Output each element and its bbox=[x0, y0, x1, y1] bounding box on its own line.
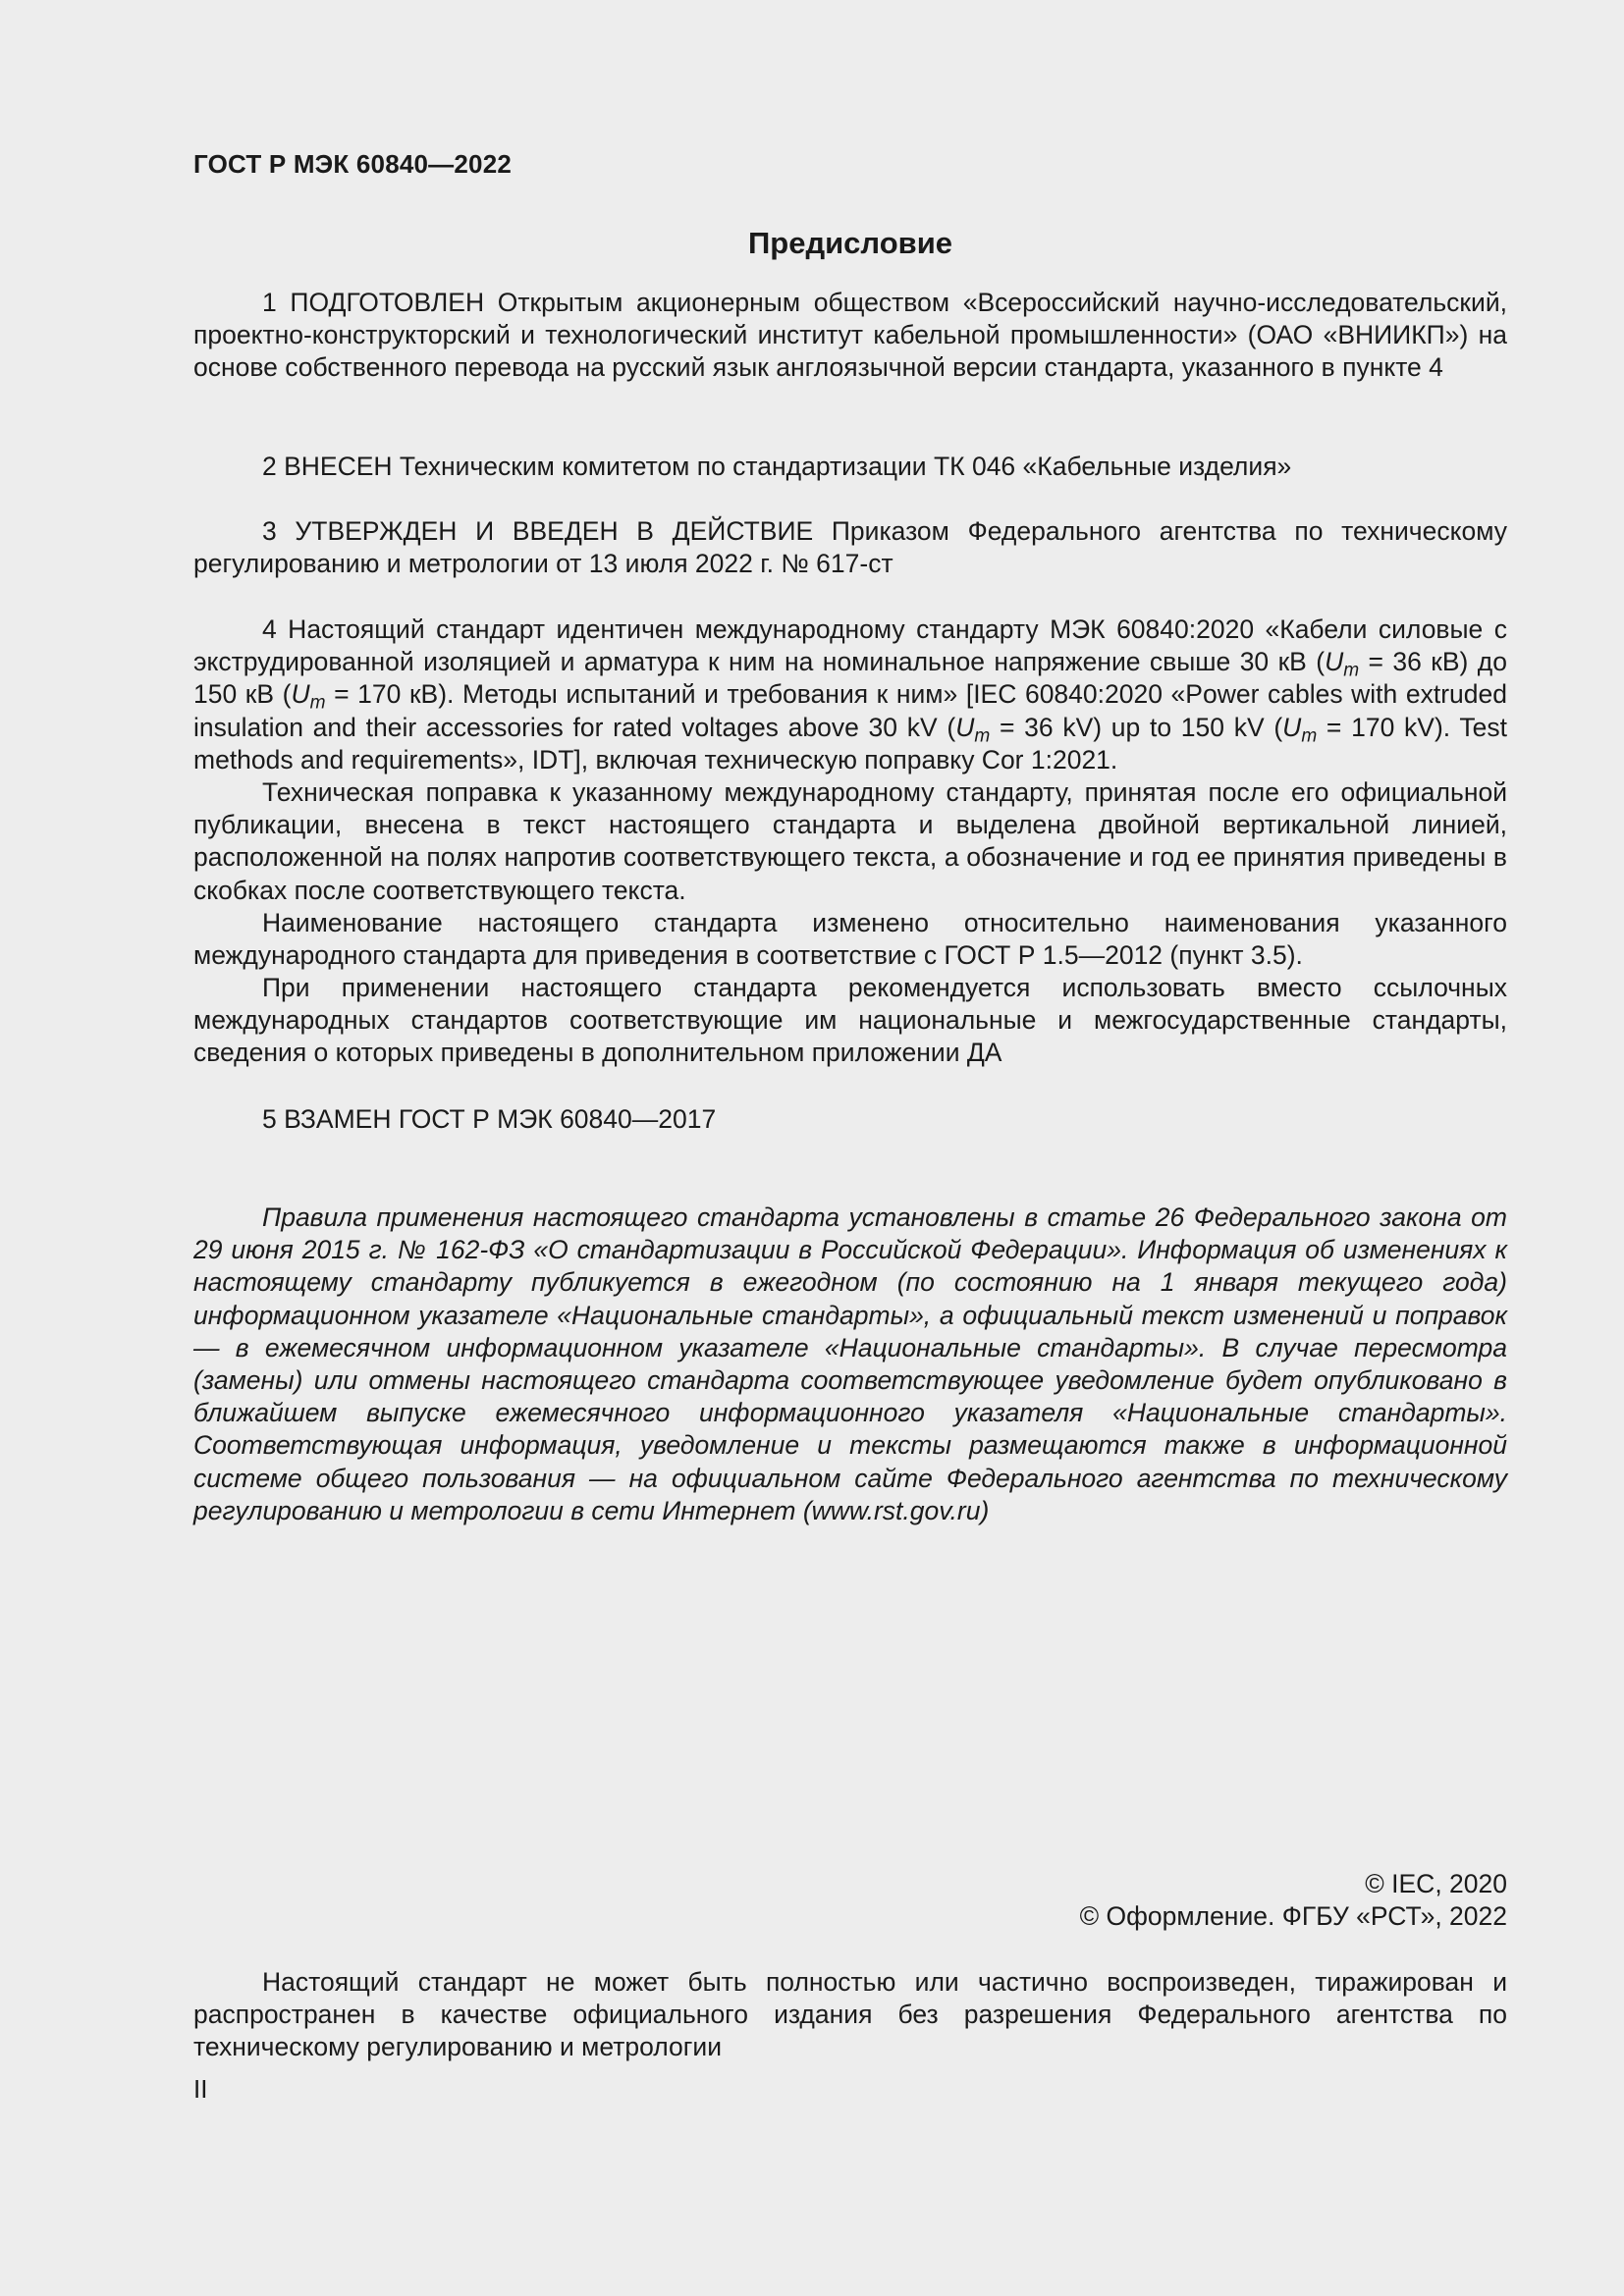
item-4-identity bbox=[193, 614, 1507, 776]
copyright-iec: © IEC, 2020 bbox=[1365, 1869, 1507, 1898]
item-2-submitted: 2 ВНЕСЕН Техническим комитетом по стандартизации ТК 046 «Кабельные изделия» bbox=[262, 452, 1292, 481]
um-symbol: U bbox=[1325, 647, 1344, 677]
um-subscript: m bbox=[1343, 660, 1360, 681]
um-symbol: U bbox=[955, 712, 975, 742]
item-4-text-b: = 36 кВ) до 150 кВ ( bbox=[193, 647, 1507, 710]
application-rules-note: Правила применения настоящего стандарта установлены в статье 26 Федерального закона от 29 июня 2015 г. № 162-ФЗ «О стандартизации в Российской Федерации». Информация об изменениях к настоящему стандарту публикуется в ежегодном (по состоянию на 1 января текущего года) информационном указателе «Национальные стандарты», а официальный текст изменений и поправок — в ежемесячном информационном указателе «Национальные стандарты». В случае пересмотра (замены) или отмены настоящего стандарта соответствующее уведомление будет опубликовано в ближайшем выпуске ежемесячного информационного указателя «Национальные стандарты». Соответствующая информация, уведомление и тексты размещаются также в информационной системе общего пользования — на официальном сайте Федерального агентства по техническому регулированию и метрологии в сети Интернет (www.rst.gov.ru) bbox=[193, 1202, 1507, 1525]
um-subscript: m bbox=[974, 725, 991, 747]
reproduction-notice: Настоящий стандарт не может быть полностью или частично воспроизведен, тиражирован и распространен в качестве официального издания без разрешения Федерального агентства по техническому регулированию и метрологии bbox=[193, 1967, 1507, 2062]
um-symbol: U bbox=[291, 679, 310, 710]
item-4-text-d: = 36 kV) up to 150 kV ( bbox=[990, 712, 1283, 742]
page-title: Предисловие bbox=[747, 226, 952, 260]
page-number: II bbox=[193, 2074, 208, 2104]
copyright-design: © Оформление. ФГБУ «РСТ», 2022 bbox=[1079, 1901, 1507, 1931]
document-page bbox=[193, 0, 1507, 2296]
item-4-references-paragraph: При применении настоящего стандарта рекомендуется использовать вместо ссылочных международных стандартов соответствующие им национальные и межгосударственные стандарты, сведения о которых приведены в дополнительном приложении ДА bbox=[193, 973, 1507, 1068]
um-symbol: U bbox=[1282, 712, 1302, 742]
item-3-approved: 3 УТВЕРЖДЕН И ВВЕДЕН В ДЕЙСТВИЕ Приказом Федерального агентства по техническому регулированию и метрологии от 13 июля 2022 г. № 617-ст bbox=[193, 516, 1507, 579]
um-subscript: m bbox=[309, 693, 326, 715]
item-4-correction-paragraph: Техническая поправка к указанному международному стандарту, принятая после его официальной публикации, внесена в текст настоящего стандарта и выделена двойной вертикальной линией, расположенной на полях напротив соответствующего текста, а обозначение и год ее принятия приведены в скобках после соответствующего текста. bbox=[193, 777, 1507, 905]
item-4-text-a: 4 Настоящий стандарт идентичен международному стандарту МЭК 60840:2020 «Кабели силовые с экструдированной изоляцией и арматура к ним на номинальное напряжение свыше 30 кВ ( bbox=[193, 614, 1507, 677]
item-1-prepared: 1 ПОДГОТОВЛЕН Открытым акционерным обществом «Всероссийский научно-исследовательский, проектно-конструкторский и технологический институт кабельной промышленности» (ОАО «ВНИИКП») на основе собственного перевода на русский язык англоязычной версии стандарта, указанного в пункте 4 bbox=[193, 288, 1507, 383]
um-subscript: m bbox=[1301, 725, 1318, 747]
item-5-replaces: 5 ВЗАМЕН ГОСТ Р МЭК 60840—2017 bbox=[262, 1104, 717, 1134]
standard-header: ГОСТ Р МЭК 60840—2022 bbox=[193, 149, 513, 179]
item-4-text-c: = 170 кВ). Методы испытаний и требования к ним» [IEC 60840:2020 «Power cables with extruded insulation and their accessories for rated voltages above 30 kV ( bbox=[193, 679, 1507, 742]
item-4-text-e: = 170 kV). Test methods and requirements», IDT], включая техническую поправку Cor 1:2021. bbox=[193, 712, 1507, 774]
item-4-title-change-paragraph: Наименование настоящего стандарта изменено относительно наименования указанного международного стандарта для приведения в соответствие с ГОСТ Р 1.5—2012 (пункт 3.5). bbox=[193, 908, 1507, 971]
